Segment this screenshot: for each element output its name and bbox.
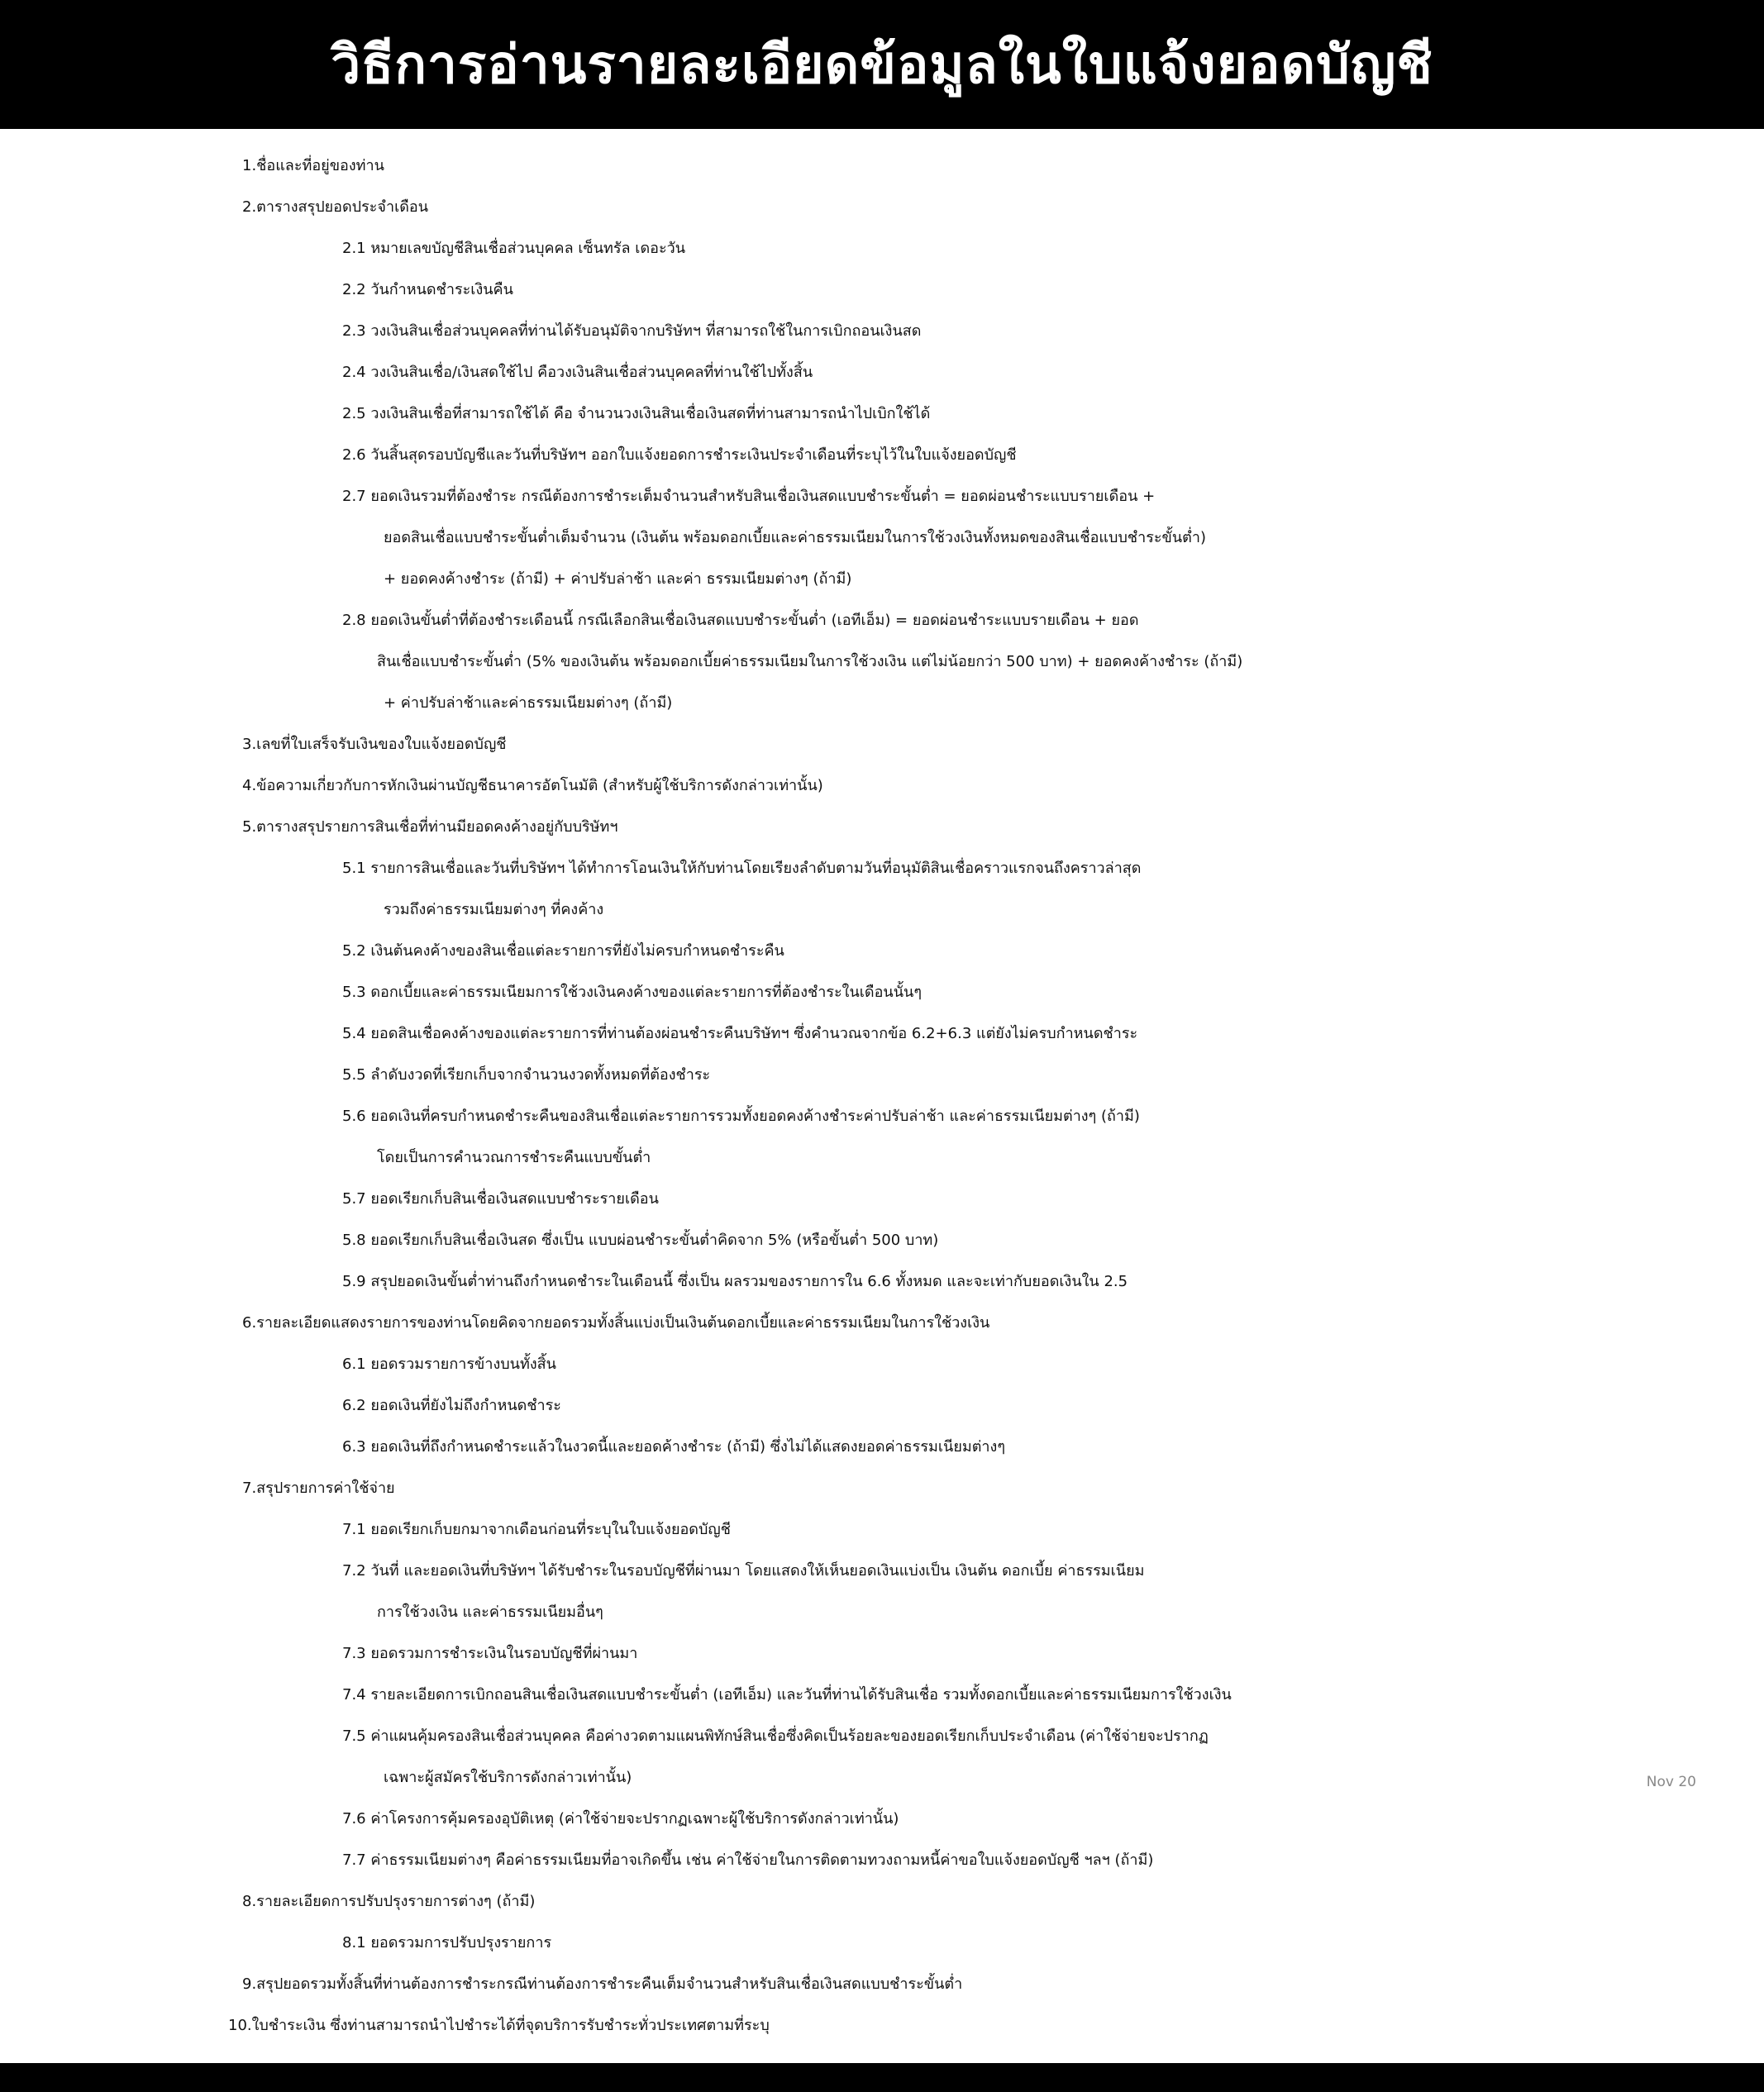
list-item: 2.1 หมายเลขบัญชีสินเชื่อส่วนบุคคล เซ็นทรัล เดอะวัน (342, 240, 686, 257)
list-item: 5.7 ยอดเรียกเก็บสินเชื่อเงินสดแบบชำระรายเดือน (342, 1190, 659, 1208)
list-item: 2.ตารางสรุปยอดประจำเดือน (242, 198, 429, 216)
list-item: 10.ใบชำระเงิน ซึ่งท่านสามารถนำไปชำระได้ที่จุดบริการรับชำระทั่วประเทศตามที่ระบุ (228, 2017, 770, 2034)
page-title: วิธีการอ่านรายละเอียดข้อมูลในใบแจ้งยอดบัญชี (331, 35, 1433, 96)
list-item-continuation: สินเชื่อแบบชำระขั้นต่ำ (5% ของเงินต้น พร้อมดอกเบี้ยค่าธรรมเนียมในการใช้วงเงิน แต่ไม่น้อยกว่า 500 บาท) + ยอดคงค้างชำระ (ถ้ามี) (377, 653, 1243, 670)
list-item-continuation: + ยอดคงค้างชำระ (ถ้ามี) + ค่าปรับล่าช้า และค่า ธรรมเนียมต่างๆ (ถ้ามี) (384, 570, 852, 588)
instructions-list (0, 145, 1764, 2047)
list-item: 8.รายละเอียดการปรับปรุงรายการต่างๆ (ถ้ามี) (242, 1893, 536, 1910)
list-item: 7.3 ยอดรวมการชำระเงินในรอบบัญชีที่ผ่านมา (342, 1645, 638, 1662)
list-item: 5.3 ดอกเบี้ยและค่าธรรมเนียมการใช้วงเงินคงค้างของแต่ละรายการที่ต้องชำระในเดือนนั้นๆ (342, 984, 922, 1001)
list-item: 7.2 วันที่ และยอดเงินที่บริษัทฯ ได้รับชำระในรอบบัญชีที่ผ่านมา โดยแสดงให้เห็นยอดเงินแบ่งเป็น เงินต้น ดอกเบี้ย ค่าธรรมเนียม (342, 1562, 1145, 1580)
list-item: 2.5 วงเงินสินเชื่อที่สามารถใช้ได้ คือ จำนวนวงเงินสินเชื่อเงินสดที่ท่านสามารถนำไปเบิกใช้ได้ (342, 405, 931, 422)
list-item: 7.7 ค่าธรรมเนียมต่างๆ คือค่าธรรมเนียมที่อาจเกิดขึ้น เช่น ค่าใช้จ่ายในการติดตามทวงถามหนี้ค่าขอใบแจ้งยอดบัญชี ฯลฯ (ถ้ามี) (342, 1851, 1154, 1869)
list-item: 2.3 วงเงินสินเชื่อส่วนบุคคลที่ท่านได้รับอนุมัติจากบริษัทฯ ที่สามารถใช้ในการเบิกถอนเงินสด (342, 322, 922, 340)
list-item: 2.4 วงเงินสินเชื่อ/เงินสดใช้ไป คือวงเงินสินเชื่อส่วนบุคคลที่ท่านใช้ไปทั้งสิ้น (342, 364, 813, 381)
list-item: 2.6 วันสิ้นสุดรอบบัญชีและวันที่บริษัทฯ ออกใบแจ้งยอดการชำระเงินประจำเดือนที่ระบุไว้ในใบแจ้งยอดบัญชี (342, 446, 1017, 464)
list-item-continuation: รวมถึงค่าธรรมเนียมต่างๆ ที่คงค้าง (384, 901, 604, 918)
list-item: 5.4 ยอดสินเชื่อคงค้างของแต่ละรายการที่ท่านต้องผ่อนชำระคืนบริษัทฯ ซึ่งคำนวณจากข้อ 6.2+6.3 แต่ยังไม่ครบกำหนดชำระ (342, 1025, 1138, 1042)
list-item: 2.7 ยอดเงินรวมที่ต้องชำระ กรณีต้องการชำระเต็มจำนวนสำหรับสินเชื่อเงินสดแบบชำระขั้นต่ำ = ยอดผ่อนชำระแบบรายเดือน + (342, 488, 1156, 505)
list-item: 7.5 ค่าแผนคุ้มครองสินเชื่อส่วนบุคคล คือค่างวดตามแผนพิทักษ์สินเชื่อซึ่งคิดเป็นร้อยละของยอดเรียกเก็บประจำเดือน (ค่าใช้จ่ายจะปรากฏ (342, 1727, 1209, 1745)
list-item-continuation: โดยเป็นการคำนวณการชำระคืนแบบขั้นต่ำ (377, 1149, 651, 1166)
list-item: 5.1 รายการสินเชื่อและวันที่บริษัทฯ ได้ทำการโอนเงินให้กับท่านโดยเรียงลำดับตามวันที่อนุมัติสินเชื่อคราวแรกจนถึงคราวล่าสุด (342, 860, 1142, 877)
list-item-continuation: ยอดสินเชื่อแบบชำระขั้นต่ำเต็มจำนวน (เงินต้น พร้อมดอกเบี้ยและค่าธรรมเนียมในการใช้วงเงินทั้งหมดของสินเชื่อแบบชำระขั้นต่ำ) (384, 529, 1206, 546)
version-note: Nov 20 (1646, 1774, 1696, 1790)
list-item: 5.6 ยอดเงินที่ครบกำหนดชำระคืนของสินเชื่อแต่ละรายการรวมทั้งยอดคงค้างชำระค่าปรับล่าช้า และค่าธรรมเนียมต่างๆ (ถ้ามี) (342, 1108, 1140, 1125)
list-item-continuation: การใช้วงเงิน และค่าธรรมเนียมอื่นๆ (377, 1604, 603, 1621)
list-item: 8.1 ยอดรวมการปรับปรุงรายการ (342, 1934, 552, 1951)
list-item: 3.เลขที่ใบเสร็จรับเงินของใบแจ้งยอดบัญชี (242, 736, 507, 753)
list-item: 1.ชื่อและที่อยู่ของท่าน (242, 157, 384, 174)
list-item: 4.ข้อความเกี่ยวกับการหักเงินผ่านบัญชีธนาคารอัตโนมัติ (สำหรับผู้ใช้บริการดังกล่าวเท่านั้น) (242, 777, 823, 794)
list-item: 7.4 รายละเอียดการเบิกถอนสินเชื่อเงินสดแบบชำระขั้นต่ำ (เอทีเอ็ม) และวันที่ท่านได้รับสินเชื่อ รวมทั้งดอกเบี้ยและค่าธรรมเนียมการใช้วงเงิน (342, 1686, 1232, 1704)
list-item: 5.9 สรุปยอดเงินขั้นต่ำท่านถึงกำหนดชำระในเดือนนี้ ซึ่งเป็น ผลรวมของรายการใน 6.6 ทั้งหมด และจะเท่ากับยอดเงินใน 2.5 (342, 1273, 1128, 1290)
list-item: 5.5 ลำดับงวดที่เรียกเก็บจากจำนวนงวดทั้งหมดที่ต้องชำระ (342, 1066, 711, 1084)
list-item: 7.1 ยอดเรียกเก็บยกมาจากเดือนก่อนที่ระบุในใบแจ้งยอดบัญชี (342, 1521, 731, 1538)
bottom-bar (0, 2063, 1764, 2092)
list-item: 6.3 ยอดเงินที่ถึงกำหนดชำระแล้วในงวดนี้และยอดค้างชำระ (ถ้ามี) ซึ่งไม่ได้แสดงยอดค่าธรรมเนียมต่างๆ (342, 1438, 1005, 1456)
list-item: 7.6 ค่าโครงการคุ้มครองอุบัติเหตุ (ค่าใช้จ่ายจะปรากฏเฉพาะผู้ใช้บริการดังกล่าวเท่านั้น) (342, 1810, 899, 1828)
list-item: 5.2 เงินต้นคงค้างของสินเชื่อแต่ละรายการที่ยังไม่ครบกำหนดชำระคืน (342, 942, 784, 960)
list-item: 2.8 ยอดเงินขั้นต่ำที่ต้องชำระเดือนนี้ กรณีเลือกสินเชื่อเงินสดแบบชำระขั้นต่ำ (เอทีเอ็ม) = ยอดผ่อนชำระแบบรายเดือน + ยอด (342, 612, 1139, 629)
header-bar (0, 0, 1764, 129)
list-item-continuation: เฉพาะผู้สมัครใช้บริการดังกล่าวเท่านั้น) (384, 1769, 632, 1786)
list-item: 6.1 ยอดรวมรายการข้างบนทั้งสิ้น (342, 1356, 556, 1373)
list-item: 7.สรุปรายการค่าใช้จ่าย (242, 1480, 395, 1497)
list-item: 2.2 วันกำหนดชำระเงินคืน (342, 281, 513, 298)
list-item-continuation: + ค่าปรับล่าช้าและค่าธรรมเนียมต่างๆ (ถ้ามี) (384, 694, 673, 712)
list-item: 5.8 ยอดเรียกเก็บสินเชื่อเงินสด ซึ่งเป็น แบบผ่อนชำระขั้นต่ำคิดจาก 5% (หรือขั้นต่ำ 500 บาท) (342, 1232, 939, 1249)
list-item: 9.สรุปยอดรวมทั้งสิ้นที่ท่านต้องการชำระกรณีท่านต้องการชำระคืนเต็มจำนวนสำหรับสินเชื่อเงินสดแบบชำระขั้นต่ำ (242, 1975, 963, 1993)
list-item: 6.2 ยอดเงินที่ยังไม่ถึงกำหนดชำระ (342, 1397, 561, 1414)
list-item: 6.รายละเอียดแสดงรายการของท่านโดยคิดจากยอดรวมทั้งสิ้นแบ่งเป็นเงินต้นดอกเบี้ยและค่าธรรมเนียมในการใช้วงเงิน (242, 1314, 990, 1332)
list-item: 5.ตารางสรุปรายการสินเชื่อที่ท่านมียอดคงค้างอยู่กับบริษัทฯ (242, 818, 618, 836)
